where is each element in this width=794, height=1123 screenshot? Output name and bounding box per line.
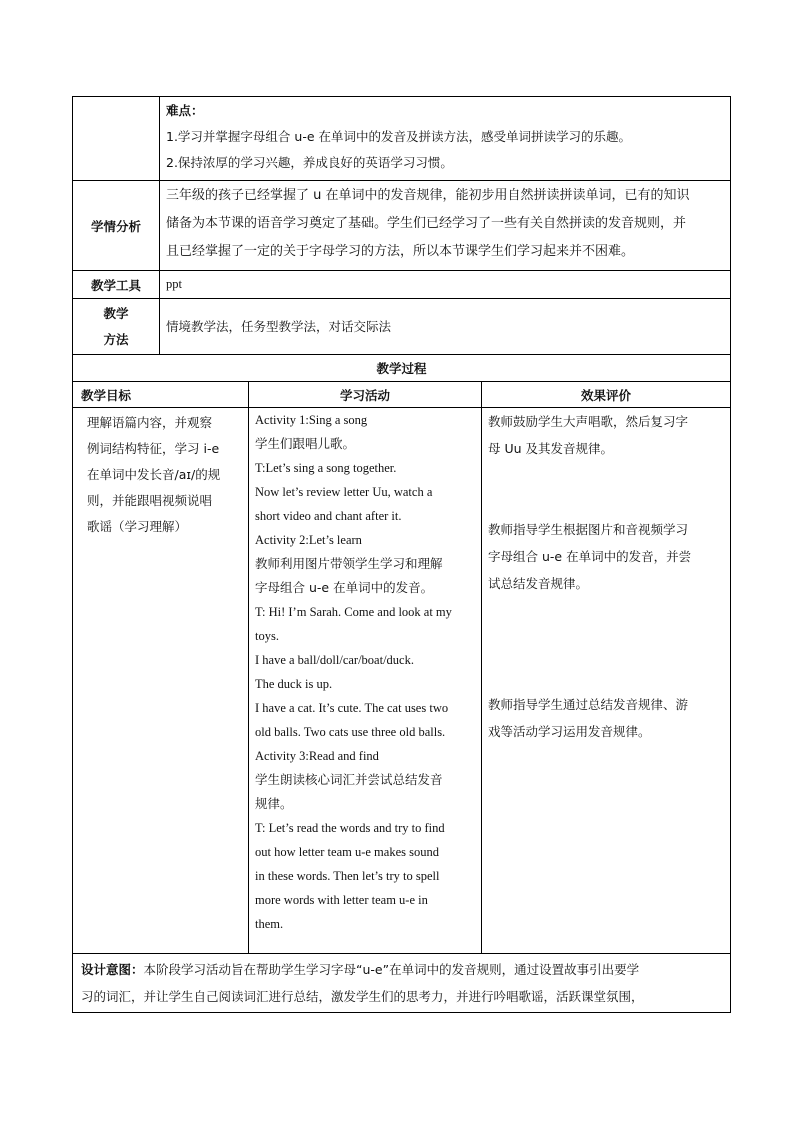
activity-line-19: out how letter team u-e makes sound	[255, 845, 439, 859]
eval-cell	[482, 408, 731, 954]
process-title: 教学过程	[73, 355, 731, 382]
activity-cell	[249, 408, 482, 954]
analysis-line-1: 三年级的孩子已经掌握了 u 在单词中的发音规律，能初步用自然拼读拼读单词，已有的知识	[166, 188, 690, 203]
activity-line-20: in these words. Then let’s try to spell	[255, 869, 440, 883]
difficulty-row	[73, 97, 731, 181]
analysis-line-2: 储备为本节课的语音学习奠定了基础。学生们已经学习了一些有关自然拼读的发音规则，并	[166, 216, 687, 231]
design-intent-cell	[73, 954, 731, 1013]
process-title-row	[73, 355, 731, 382]
difficulty-label-cell	[73, 97, 160, 181]
activity-line-1: Activity 1:Sing a song	[255, 413, 368, 427]
activity-line-21: more words with letter team u-e in	[255, 893, 428, 907]
tools-row	[73, 271, 731, 299]
activity-line-9: T: Hi! I’m Sarah. Come and look at my	[255, 605, 452, 619]
tools-value	[160, 271, 731, 299]
analysis-row	[73, 181, 731, 271]
lesson-plan-table	[72, 96, 731, 1013]
activity-line-6: Activity 2:Let’s learn	[255, 533, 362, 547]
design-intent-line-2: 习的词汇，并让学生自己阅读词汇进行总结，激发学生们的思考力，并进行吟唱歌谣，活跃课堂氛围，	[81, 989, 644, 1004]
eval-3-line-1: 教师指导学生通过总结发音规律、游	[488, 697, 689, 712]
eval-block-1	[488, 408, 724, 462]
eval-1-line-1: 教师鼓励学生大声唱歌，然后复习字	[488, 414, 689, 429]
goal-line-1: 理解语篇内容，并观察	[87, 415, 213, 430]
activity-line-7: 教师利用图片带领学生学习和理解	[255, 556, 443, 571]
activity-line-10: toys.	[255, 629, 279, 643]
activity-line-15: Activity 3:Read and find	[255, 749, 379, 763]
design-intent-row	[73, 954, 731, 1013]
process-header-row	[73, 382, 731, 408]
activity-line-12: The duck is up.	[255, 677, 333, 691]
eval-2-line-3: 试总结发音规律。	[488, 576, 589, 591]
methods-label-line-1: 教学	[103, 305, 129, 321]
tools-label: 教学工具	[73, 271, 160, 299]
methods-row	[73, 299, 731, 355]
goal-line-4: 则，并能跟唱视频说唱	[87, 493, 213, 508]
design-intent-heading: 设计意图：	[81, 962, 144, 977]
analysis-label: 学情分析	[73, 181, 160, 271]
analysis-line-3: 且已经掌握了一定的关于字母学习的方法，所以本节课学生们学习起来并不困难。	[166, 244, 635, 259]
activity-line-2: 学生们跟唱儿歌。	[255, 436, 356, 451]
goal-line-3: 在单词中发长音/aɪ/的规	[87, 467, 221, 482]
activity-line-22: them.	[255, 917, 284, 931]
eval-block-2	[488, 516, 724, 597]
eval-1-line-2: 母 Uu 及其发音规律。	[488, 441, 614, 456]
col-activity-header: 学习活动	[249, 382, 482, 408]
difficulty-content	[160, 97, 731, 181]
methods-value-text: 情境教学法，任务型教学法，对话交际法	[166, 318, 392, 334]
methods-label	[73, 299, 160, 355]
activity-line-14: old balls. Two cats use three old balls.	[255, 725, 446, 739]
col-goal-header: 教学目标	[73, 382, 249, 408]
activity-line-8: 字母组合 u-e 在单词中的发音。	[255, 580, 434, 595]
difficulty-item-2: 2.保持浓厚的学习兴趣，养成良好的英语学习习惯。	[166, 155, 453, 170]
eval-2-line-2: 字母组合 u-e 在单词中的发音，并尝	[488, 549, 692, 564]
difficulty-heading: 难点：	[166, 103, 204, 118]
activity-line-18: T: Let’s read the words and try to find	[255, 821, 445, 835]
activity-line-11: I have a ball/doll/car/boat/duck.	[255, 653, 414, 667]
eval-block-3	[488, 691, 724, 745]
goal-cell	[73, 408, 249, 954]
activity-line-13: I have a cat. It’s cute. The cat uses two	[255, 701, 449, 715]
activity-line-3: T:Let’s sing a song together.	[255, 461, 397, 475]
goal-line-5: 歌谣（学习理解）	[87, 519, 188, 534]
tools-value-text: ppt	[166, 277, 182, 291]
activity-line-5: short video and chant after it.	[255, 509, 402, 523]
analysis-content	[160, 181, 731, 271]
activity-line-4: Now let’s review letter Uu, watch a	[255, 485, 433, 499]
goal-line-2: 例词结构特征，学习 i-e	[87, 441, 220, 456]
col-eval-header: 效果评价	[482, 382, 731, 408]
activity-line-16: 学生朗读核心词汇并尝试总结发音	[255, 772, 443, 787]
eval-2-line-1: 教师指导学生根据图片和音视频学习	[488, 522, 689, 537]
eval-3-line-2: 戏等活动学习运用发音规律。	[488, 724, 651, 739]
difficulty-item-1: 1.学习并掌握字母组合 u-e 在单词中的发音及拼读方法，感受单词拼读学习的乐趣。	[166, 129, 631, 144]
process-body-row	[73, 408, 731, 954]
activity-line-17: 规律。	[255, 796, 293, 811]
design-intent-line-1: 本阶段学习活动旨在帮助学生学习字母“u-e”在单词中的发音规则，通过设置故事引出要学	[143, 962, 640, 977]
methods-label-line-2: 方法	[103, 331, 129, 347]
methods-value	[160, 299, 731, 355]
